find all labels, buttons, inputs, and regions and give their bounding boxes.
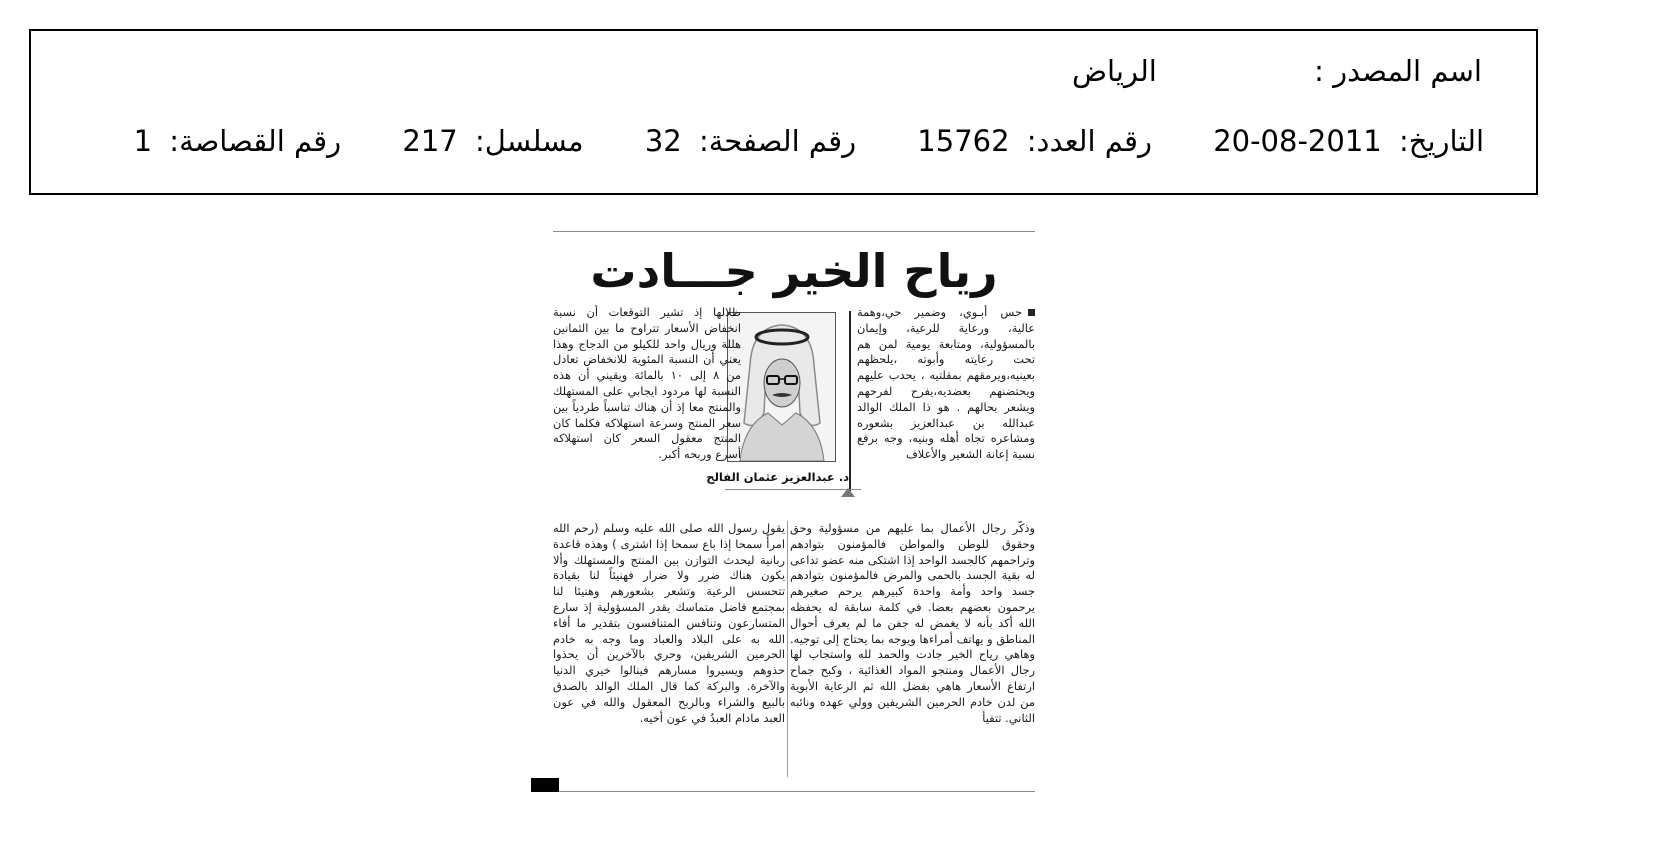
source-row (1072, 53, 1482, 89)
source-value: الرياض (1072, 54, 1157, 88)
article-column-left-top: ظلالها إذ تشير التوقعات أن نسبة انخفاض الأسعار تتراوح ما بين الثمانين هللة وريال واحد للكيلو من الدجاج وهذا يعني أن النسبة المئوية للانخفاض تعادل من ٨ إلى ١٠ بالمائة ويقيني أن هذه النسبة لها مردود ايجابي على المستهلك والمنتج معا إذ أن هناك تناسباً طردياً بين سعر المنتج وسرعة استهلاكه فكلما كان المنتج معقول السعر كان استهلاكه أسرع وربحه أكبر. (553, 305, 741, 462)
newspaper-clipping (529, 229, 1039, 795)
column-text: حس أبـوي، وضمير حي،وهمة عالية، ورعاية للرعية، وإيمان بالمسؤولية، ومتابعة يومية لمن هم تحت رعايته وأبوته ،يلحظهم بعينيه،ويرمقهم بمقلتيه ، يحدب عليهم ويحتضنهم بعضديه،يفرح لفرحهم ويشعر بحالهم . هو ذا الملك الوالد عبدالله بن عبدالعزيز بشعوره ومشاعره تجاه أهله وبنيه، وجه برفع نسبة إعانة الشعير والأعلاف (857, 305, 1035, 462)
author-divider-bar (849, 311, 851, 491)
page-value: 32 (644, 124, 682, 158)
bullet-square-icon (1028, 309, 1035, 316)
top-rule (553, 231, 1035, 232)
date-value: 20-08-2011 (1213, 124, 1382, 158)
source-info-box (29, 29, 1538, 195)
date-field (1213, 123, 1484, 159)
serial-value: 217 (402, 124, 458, 158)
column-divider (787, 521, 788, 777)
issue-label: رقم العدد: (1026, 124, 1152, 158)
issue-value: 15762 (917, 124, 1010, 158)
page-field (645, 123, 856, 159)
article-column-right-bottom: وذكّر رجال الأعمال بما عليهم من مسؤولية وحق وحقوق للوطن والمواطن فالمؤمنون بتوادهم وتراحمهم كالجسد الواحد إذا اشتكى منه عضو تداعى له بقية الجسد بالحمى والمرض فالمؤمنون بتوادهم جسد واحد وأمة واحدة كبيرهم يرحم صغيرهم يرحمون بعضهم بعضا. في كلمة سابقة له يحفظه الله أكد بأنه لا يغمض له جفن ما لم يعرف أحوال المناطق و يهاتف أمراءها ويوجه بما يحتاج إلى توجيه. وهاهي رياح الخير جادت والحمد لله واستجاب لها رجال الأعمال ومنتجو المواد الغذائية ، وكبح جماح ارتفاع الأسعار هاهي بفضل الله ثم الرعاية الأبوية من لدن خادم الحرمين الشريفين وولي عهده ونائبه الثاني. تتفيأ (790, 521, 1035, 725)
date-label: التاريخ: (1398, 124, 1484, 158)
issue-field (917, 123, 1152, 159)
page-label: رقم الصفحة: (698, 124, 857, 158)
article-column-left-bottom: يقول رسول الله صلى الله عليه وسلم (رحم الله امرأً سمحا إذا باع سمحا إذا اشترى ) وهذه قاعدة ربانية ليحدث التوازن بين المنتج والمستهلك وألا يكون هناك ضرر ولا ضرار فهنيئاً لنا بقيادة تتحسس الرعية وتشعر بشعورهم وهنيئا لنا بمجتمع فاضل متماسك يقدر المسؤولية إذ سارع المتسارعون وتنافس المتنافسون بتقدير ما أفاء الله به على البلاد والعباد وما وجه به خادم الحرمين الشريفين، وحري بالآخرين أن يحذوا حذوهم ويسيروا مسارهم فينالوا خيري الدنيا والآخرة. والبركة كما قال الملك الوالد بالصدق بالبيع والشراء وبالربح المعقول والله في عون العبد مادام العبدُ في عون أخيه. (553, 521, 785, 725)
corner-marker-block (531, 778, 559, 792)
article-column-right-top (857, 305, 1035, 519)
bottom-rule (553, 791, 1035, 792)
serial-field (402, 123, 583, 159)
source-label: اسم المصدر : (1314, 54, 1482, 88)
author-photo (727, 312, 836, 462)
author-name-caption: د. عبدالعزيز عثمان الفالح (706, 470, 849, 484)
clip-number-label: رقم القصاصة: (169, 124, 342, 158)
triangle-ornament-icon (841, 488, 855, 497)
clip-number-value: 1 (133, 124, 153, 158)
serial-label: مسلسل: (474, 124, 584, 158)
author-portrait-icon (728, 313, 835, 461)
metadata-row (134, 123, 1484, 159)
clip-number-field (134, 123, 342, 159)
article-headline: رياح الخير جـــادت (590, 244, 998, 298)
